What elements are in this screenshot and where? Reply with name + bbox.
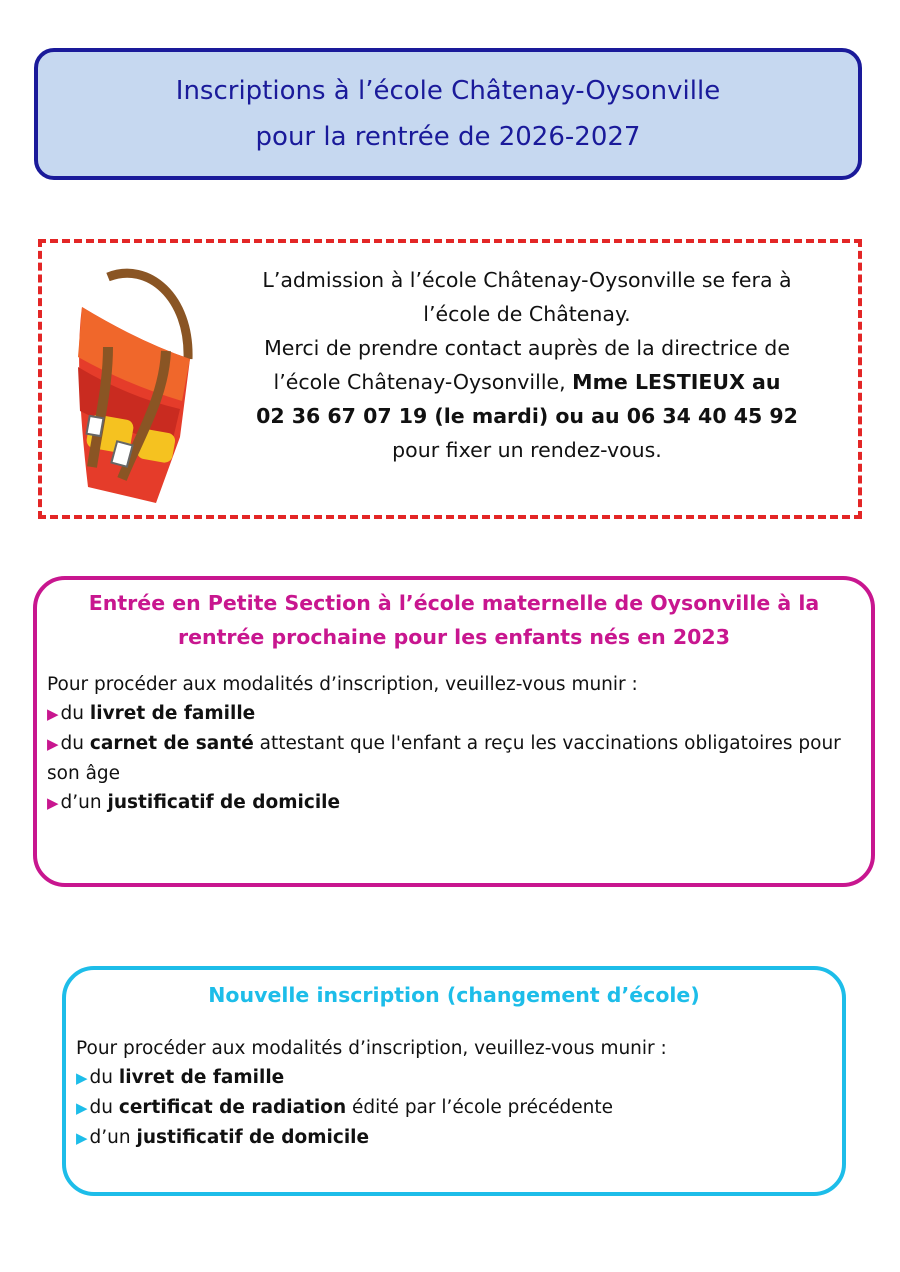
petite-section-title: Entrée en Petite Section à l’école maternelle de Oysonville à la rentrée prochaine pour les enfants nés en 2023 — [88, 591, 820, 649]
notice-line: pour fixer un rendez-vous. — [392, 438, 662, 462]
list-item — [76, 1063, 822, 1093]
item-document: justificatif de domicile — [136, 1127, 370, 1148]
triangle-right-icon: ▶ — [47, 705, 59, 723]
admission-text — [222, 263, 832, 467]
item-prefix: du — [60, 733, 90, 754]
item-suffix: attestant que l'enfant a reçu les vaccinations obligatoires pour son âge — [47, 733, 841, 784]
nouvelle-inscription-card — [62, 966, 846, 1196]
requirements-intro: Pour procéder aux modalités d’inscription, veuillez-vous munir : — [47, 674, 638, 695]
page-title-line-1: Inscriptions à l’école Châtenay-Oysonville — [175, 76, 721, 106]
item-document: justificatif de domicile — [107, 792, 341, 813]
item-prefix: d’un — [60, 792, 108, 813]
item-document: livret de famille — [89, 703, 256, 724]
list-item — [47, 729, 851, 788]
triangle-right-icon: ▶ — [76, 1069, 88, 1087]
item-document: livret de famille — [118, 1067, 285, 1088]
notice-line: l’école de Châtenay. — [423, 302, 631, 326]
item-document: carnet de santé — [89, 733, 254, 754]
nouvelle-inscription-title: Nouvelle inscription (changement d’école) — [208, 983, 700, 1007]
list-item — [76, 1123, 822, 1153]
item-prefix: du — [60, 703, 90, 724]
nouvelle-inscription-requirements — [76, 1034, 822, 1153]
item-suffix: édité par l’école précédente — [346, 1097, 614, 1118]
list-item — [47, 788, 851, 818]
petite-section-card — [33, 576, 875, 887]
item-prefix: du — [89, 1097, 119, 1118]
list-item — [47, 699, 851, 729]
triangle-right-icon: ▶ — [76, 1099, 88, 1117]
triangle-right-icon: ▶ — [76, 1129, 88, 1147]
page-header — [34, 48, 862, 180]
requirements-intro: Pour procéder aux modalités d’inscription, veuillez-vous munir : — [76, 1038, 667, 1059]
triangle-right-icon: ▶ — [47, 794, 59, 812]
page-title-line-2: pour la rentrée de 2026-2027 — [255, 122, 641, 152]
item-prefix: d’un — [89, 1127, 137, 1148]
item-prefix: du — [89, 1067, 119, 1088]
admission-notice — [38, 239, 862, 519]
director-name: Mme LESTIEUX au — [572, 370, 781, 394]
school-backpack-icon — [68, 267, 208, 507]
notice-line — [222, 365, 832, 399]
triangle-right-icon: ▶ — [47, 735, 59, 753]
item-document: certificat de radiation — [118, 1097, 347, 1118]
notice-line: L’admission à l’école Châtenay-Oysonville se fera à — [262, 268, 792, 292]
director-phone-numbers: 02 36 67 07 19 (le mardi) ou au 06 34 40 45 92 — [256, 404, 798, 428]
petite-section-requirements — [47, 670, 851, 818]
notice-line: Merci de prendre contact auprès de la directrice de — [264, 336, 790, 360]
list-item — [76, 1093, 822, 1123]
notice-school-text: l’école Châtenay-Oysonville, — [273, 370, 573, 394]
